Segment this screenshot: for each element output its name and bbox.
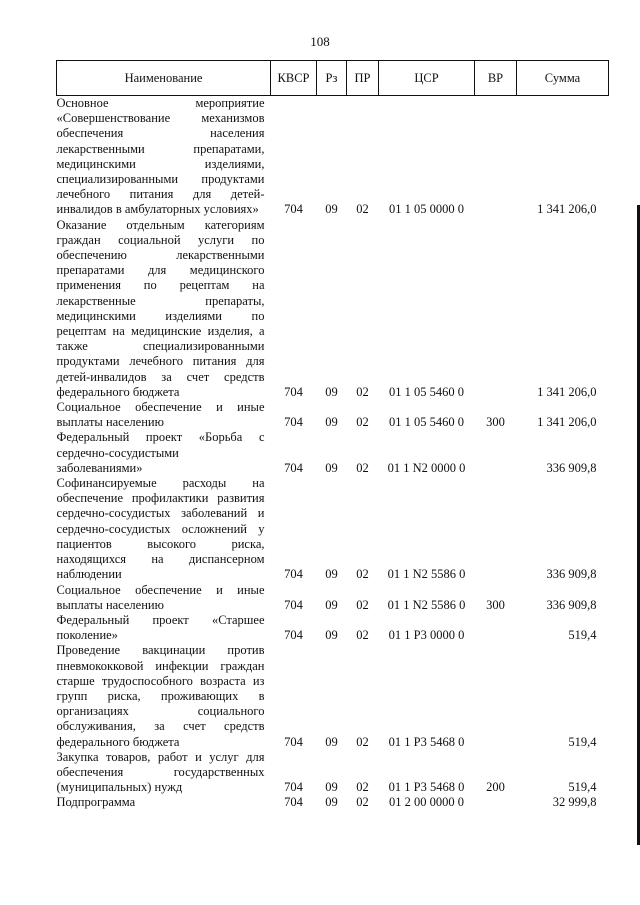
header-pr: ПР xyxy=(347,61,379,96)
row-csr: 01 1 P3 5468 0 xyxy=(388,780,465,795)
row-pr: 02 xyxy=(356,460,369,475)
row-kvsr: 704 xyxy=(284,734,303,749)
table-header-row xyxy=(57,61,609,96)
table-row xyxy=(57,96,609,218)
row-sum: 1 341 206,0 xyxy=(537,415,597,430)
row-pr: 02 xyxy=(356,384,369,399)
row-pr: 02 xyxy=(356,628,369,643)
row-pr: 02 xyxy=(356,415,369,430)
row-pr: 02 xyxy=(356,780,369,795)
row-rz: 09 xyxy=(325,460,338,475)
row-vr xyxy=(475,218,517,400)
row-name: Федеральный проект «Борьба с сердечно-сосудистыми заболеваниями» xyxy=(56,430,265,475)
row-rz: 09 xyxy=(325,202,338,217)
row-sum: 519,4 xyxy=(568,780,597,795)
row-kvsr: 704 xyxy=(284,384,303,399)
row-sum: 519,4 xyxy=(568,734,597,749)
page-number: 108 xyxy=(310,34,330,49)
row-kvsr: 704 xyxy=(284,780,303,795)
row-name: Социальное обеспечение и иные выплаты населению xyxy=(56,400,265,430)
row-name: Основное мероприятие «Совершенствование механизмов обеспечения населения лекарственными препаратами, медицинскими изделиями, специализированными продуктами лечебного питания для детей-инвалидов в амбулаторных условиях» xyxy=(56,96,265,217)
row-sum: 1 341 206,0 xyxy=(537,384,597,399)
row-vr xyxy=(475,613,517,643)
row-csr: 01 1 N2 5586 0 xyxy=(387,597,466,612)
table-row xyxy=(57,795,609,810)
header-name: Наименование xyxy=(57,61,271,96)
row-rz: 09 xyxy=(325,384,338,399)
row-name: Подпрограмма xyxy=(56,795,136,810)
row-rz: 09 xyxy=(325,628,338,643)
row-kvsr: 704 xyxy=(284,460,303,475)
table-row xyxy=(57,430,609,476)
row-sum: 336 909,8 xyxy=(546,460,597,475)
row-rz: 09 xyxy=(325,567,338,582)
row-vr xyxy=(475,96,517,218)
row-kvsr: 704 xyxy=(284,567,303,582)
header-csr: ЦСР xyxy=(379,61,475,96)
row-kvsr: 704 xyxy=(284,628,303,643)
table-row xyxy=(57,218,609,400)
row-vr xyxy=(475,643,517,749)
row-vr: 200 xyxy=(486,780,505,795)
row-kvsr: 704 xyxy=(284,415,303,430)
row-csr: 01 1 P3 5468 0 xyxy=(388,734,465,749)
row-rz: 09 xyxy=(325,415,338,430)
row-pr: 02 xyxy=(356,795,369,810)
row-pr: 02 xyxy=(356,202,369,217)
row-csr: 01 1 N2 0000 0 xyxy=(387,460,466,475)
row-csr: 01 1 05 0000 0 xyxy=(389,202,464,217)
row-name: Оказание отдельным категориям граждан социальной услуги по обеспечению лекарственными препаратами для медицинского применения по рецептам на лекарственные препараты, медицинскими изделиями по рецептам на медицинские изделия, а также специализированными продуктами лечебного питания для детей-инвалидов за счет средств федерального бюджета xyxy=(56,217,265,399)
row-kvsr: 704 xyxy=(284,202,303,217)
row-sum: 32 999,8 xyxy=(552,795,597,810)
header-rz: Рз xyxy=(317,61,347,96)
row-csr: 01 1 05 5460 0 xyxy=(389,384,464,399)
row-name: Закупка товаров, работ и услуг для обеспечения государственных (муниципальных) нужд xyxy=(56,749,265,795)
table-row xyxy=(57,750,609,796)
row-pr: 02 xyxy=(356,597,369,612)
table-row xyxy=(57,643,609,749)
row-name: Социальное обеспечение и иные выплаты населению xyxy=(56,582,265,612)
row-kvsr: 704 xyxy=(284,597,303,612)
row-rz: 09 xyxy=(325,597,338,612)
table-row xyxy=(57,476,609,582)
header-kvsr: КВСР xyxy=(271,61,317,96)
row-pr: 02 xyxy=(356,567,369,582)
row-csr: 01 2 00 0000 0 xyxy=(389,795,464,810)
table-row xyxy=(57,400,609,430)
header-sum: Сумма xyxy=(517,61,609,96)
row-name: Проведение вакцинации против пневмококковой инфекции граждан старше трудоспособного возраста из групп риска, проживающих в организациях социального обслуживания, за счет средств федерального бюджета xyxy=(56,643,265,749)
row-rz: 09 xyxy=(325,780,338,795)
row-csr: 01 1 N2 5586 0 xyxy=(387,567,466,582)
row-kvsr: 704 xyxy=(284,795,303,810)
row-csr: 01 1 P3 0000 0 xyxy=(388,628,465,643)
row-sum: 336 909,8 xyxy=(546,597,597,612)
table-row xyxy=(57,613,609,643)
header-vr: ВР xyxy=(475,61,517,96)
row-sum: 336 909,8 xyxy=(546,567,597,582)
row-name: Федеральный проект «Старшее поколение» xyxy=(56,612,265,643)
row-vr xyxy=(475,795,517,810)
row-name: Софинансируемые расходы на обеспечение профилактики развития сердечно-сосудистых заболеваний и сердечно-сосудистых осложнений у пациентов высокого риска, находящихся на диспансерном наблюдении xyxy=(56,476,265,582)
row-rz: 09 xyxy=(325,795,338,810)
row-vr: 300 xyxy=(486,597,505,612)
row-vr xyxy=(475,476,517,582)
row-sum: 519,4 xyxy=(568,628,597,643)
table-row xyxy=(57,583,609,613)
row-pr: 02 xyxy=(356,734,369,749)
row-vr xyxy=(475,430,517,476)
row-sum: 1 341 206,0 xyxy=(537,202,597,217)
budget-table xyxy=(56,60,609,811)
row-csr: 01 1 05 5460 0 xyxy=(389,415,464,430)
row-rz: 09 xyxy=(325,734,338,749)
row-vr: 300 xyxy=(486,415,505,430)
